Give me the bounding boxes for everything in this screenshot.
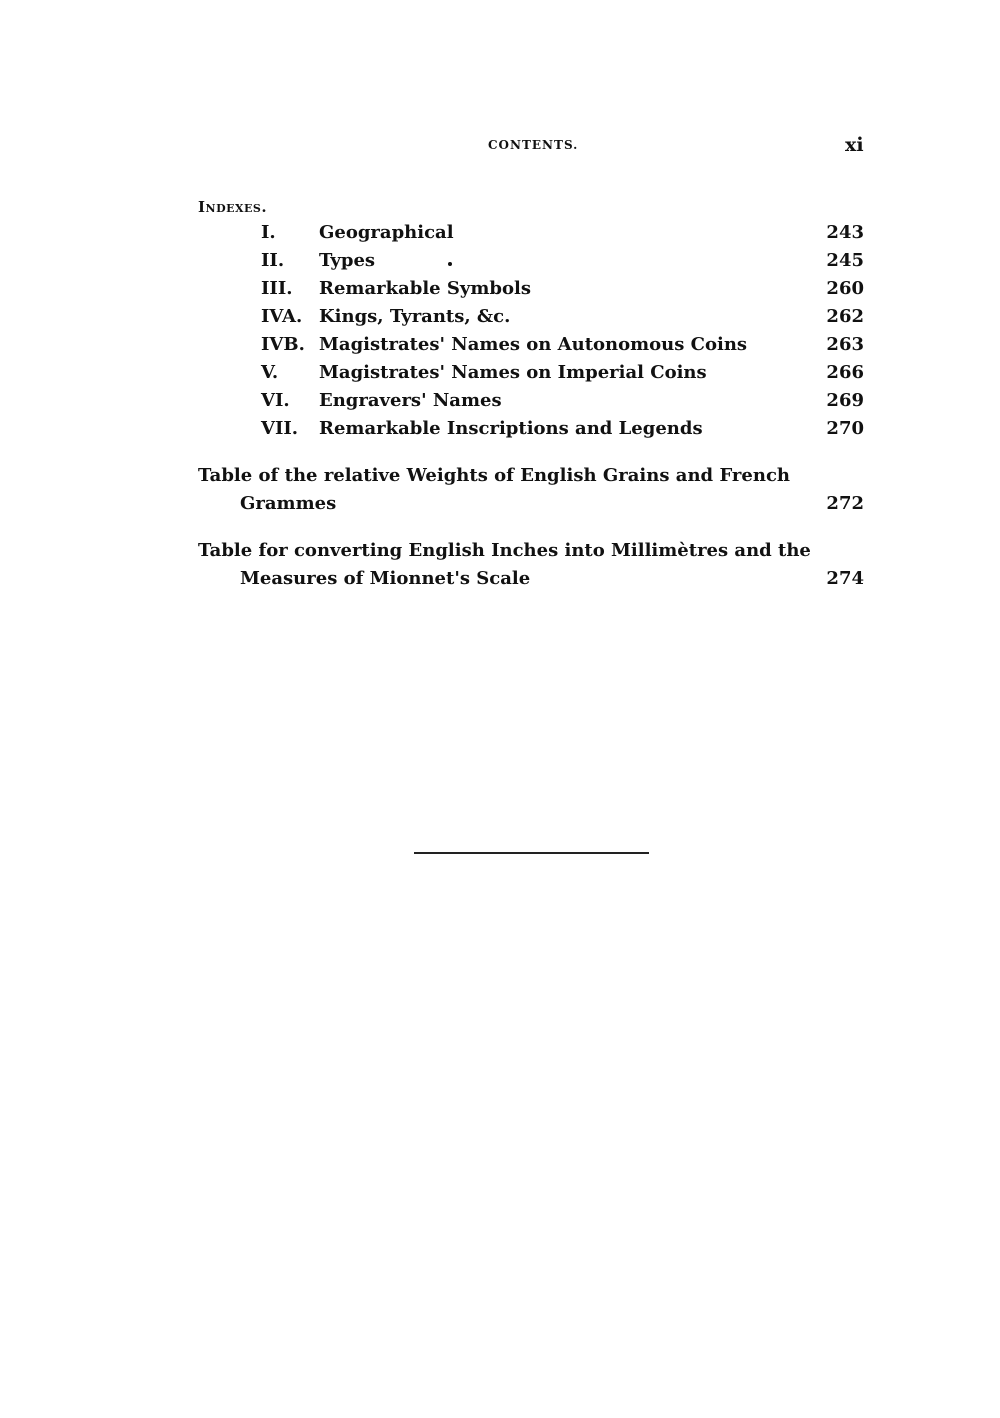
running-head (0, 136, 1000, 156)
index-page-number: 245 (826, 250, 864, 271)
index-numeral: VII. (261, 418, 299, 439)
running-title: CONTENTS. (488, 138, 579, 152)
index-numeral: II. (261, 250, 285, 271)
index-page-number: 266 (826, 362, 864, 383)
index-title: Magistrates' Names on Imperial Coins (319, 362, 707, 383)
closing-rule-divider (414, 852, 649, 854)
stray-dot-mark (448, 262, 452, 266)
index-entry (0, 222, 1000, 250)
index-numeral: III. (261, 278, 293, 299)
table-entry-title: Table for converting English Inches into Millimètres and the (198, 540, 811, 561)
index-page-number: 260 (826, 278, 864, 299)
index-entry (0, 278, 1000, 306)
table-entry-page-number: 272 (826, 493, 864, 514)
index-title: Magistrates' Names on Autonomous Coins (319, 334, 748, 355)
index-list (0, 222, 1000, 446)
index-entry (0, 250, 1000, 278)
index-numeral: I. (261, 222, 276, 243)
table-entry-title-continued: Measures of Mionnet's Scale (240, 568, 531, 589)
table-entry-title-continued: Grammes (240, 493, 337, 514)
index-title: Remarkable Symbols (319, 278, 531, 299)
index-numeral: VI. (261, 390, 290, 411)
index-page-number: 270 (826, 418, 864, 439)
index-entry (0, 362, 1000, 390)
index-title: Remarkable Inscriptions and Legends (319, 418, 703, 439)
index-entry (0, 390, 1000, 418)
table-entry-page-number: 274 (826, 568, 864, 589)
index-title: Types (319, 250, 376, 271)
index-page-number: 262 (826, 306, 864, 327)
index-page-number: 263 (826, 334, 864, 355)
index-numeral: V. (261, 362, 279, 383)
index-title: Engravers' Names (319, 390, 502, 411)
index-entry (0, 334, 1000, 362)
index-title: Geographical (319, 222, 454, 243)
page-number: xi (845, 134, 864, 156)
index-entry (0, 306, 1000, 334)
index-title: Kings, Tyrants, &c. (319, 306, 511, 327)
indexes-heading: Indexes. (198, 198, 268, 216)
index-page-number: 269 (826, 390, 864, 411)
index-numeral: IVB. (261, 334, 305, 355)
index-page-number: 243 (826, 222, 864, 243)
index-numeral: IVA. (261, 306, 303, 327)
index-entry (0, 418, 1000, 446)
table-entry-title: Table of the relative Weights of English Grains and French (198, 465, 790, 486)
